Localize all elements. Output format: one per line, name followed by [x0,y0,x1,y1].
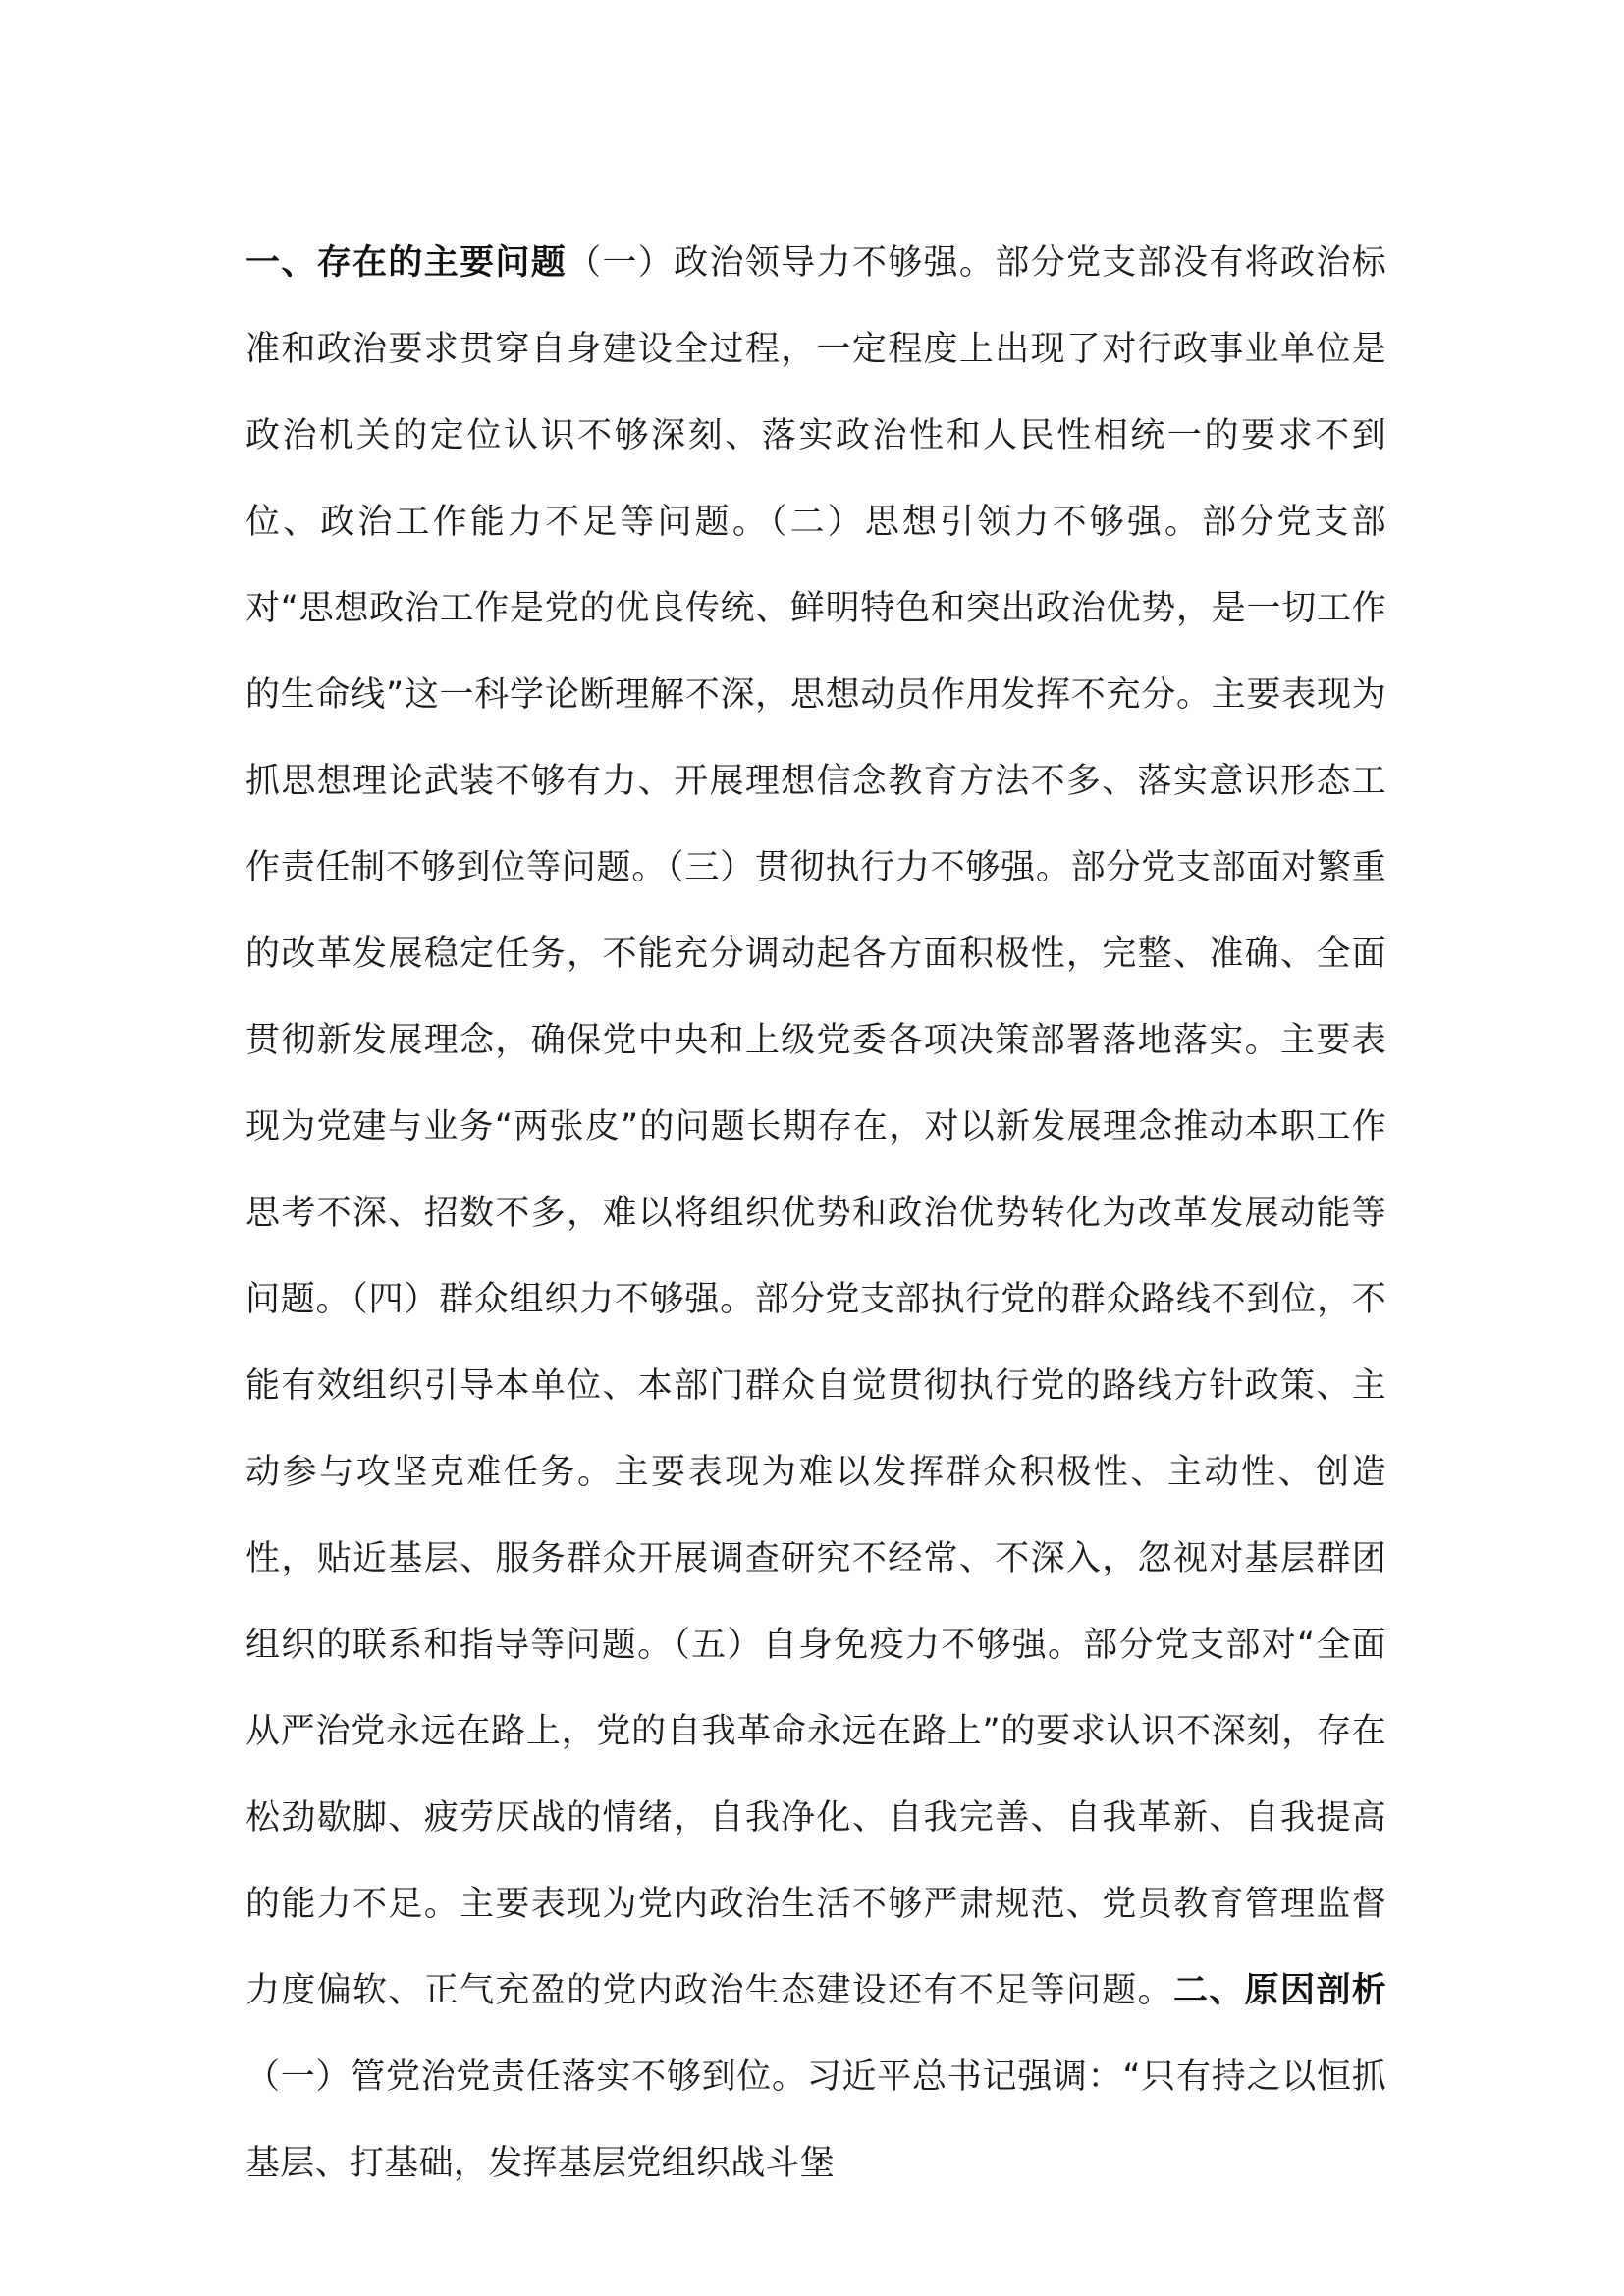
paragraph-causes: （一）管党治党责任落实不够到位。习近平总书记强调：“只有持之以恒抓基层、打基础，发挥基层党组织战斗堡 [245,2057,1386,2183]
paragraph-problems: （一）政治领导力不够强。部分党支部没有将政治标准和政治要求贯穿自身建设全过程，一定程度上出现了对行政事业单位是政治机关的定位认识不够深刻、落实政治性和人民性相统一的要求不到位、政治工作能力不足等问题。（二）思想引领力不够强。部分党支部对“思想政治工作是党的优良传统、鲜明特色和突出政治优势，是一切工作的生命线”这一科学论断理解不深，思想动员作用发挥不充分。主要表现为抓思想理论武装不够有力、开展理想信念教育方法不多、落实意识形态工作责任制不够到位等问题。（三）贯彻执行力不够强。部分党支部面对繁重的改革发展稳定任务，不能充分调动起各方面积极性，完整、准确、全面贯彻新发展理念，确保党中央和上级党委各项决策部署落地落实。主要表现为党建与业务“两张皮”的问题长期存在，对以新发展理念推动本职工作思考不深、招数不多，难以将组织优势和政治优势转化为改革发展动能等问题。（四）群众组织力不够强。部分党支部执行党的群众路线不到位，不能有效组织引导本单位、本部门群众自觉贯彻执行党的路线方针政策、主动参与攻坚克难任务。主要表现为难以发挥群众积极性、主动性、创造性，贴近基层、服务群众开展调查研究不经常、不深入，忽视对基层群团组织的联系和指导等问题。（五）自身免疫力不够强。部分党支部对“全面从严治党永远在路上，党的自我革命永远在路上”的要求认识不深刻，存在松劲歇脚、疲劳厌战的情绪，自我净化、自我完善、自我革新、自我提高的能力不足。主要表现为党内政治生活不够严肃规范、党员教育管理监督力度偏软、正气充盈的党内政治生态建设还有不足等问题。 [245,243,1386,2010]
section-heading-causes: 二、原因剖析 [1172,1971,1386,2010]
document-body [245,220,1386,2207]
section-heading-problems: 一、存在的主要问题 [245,243,568,283]
